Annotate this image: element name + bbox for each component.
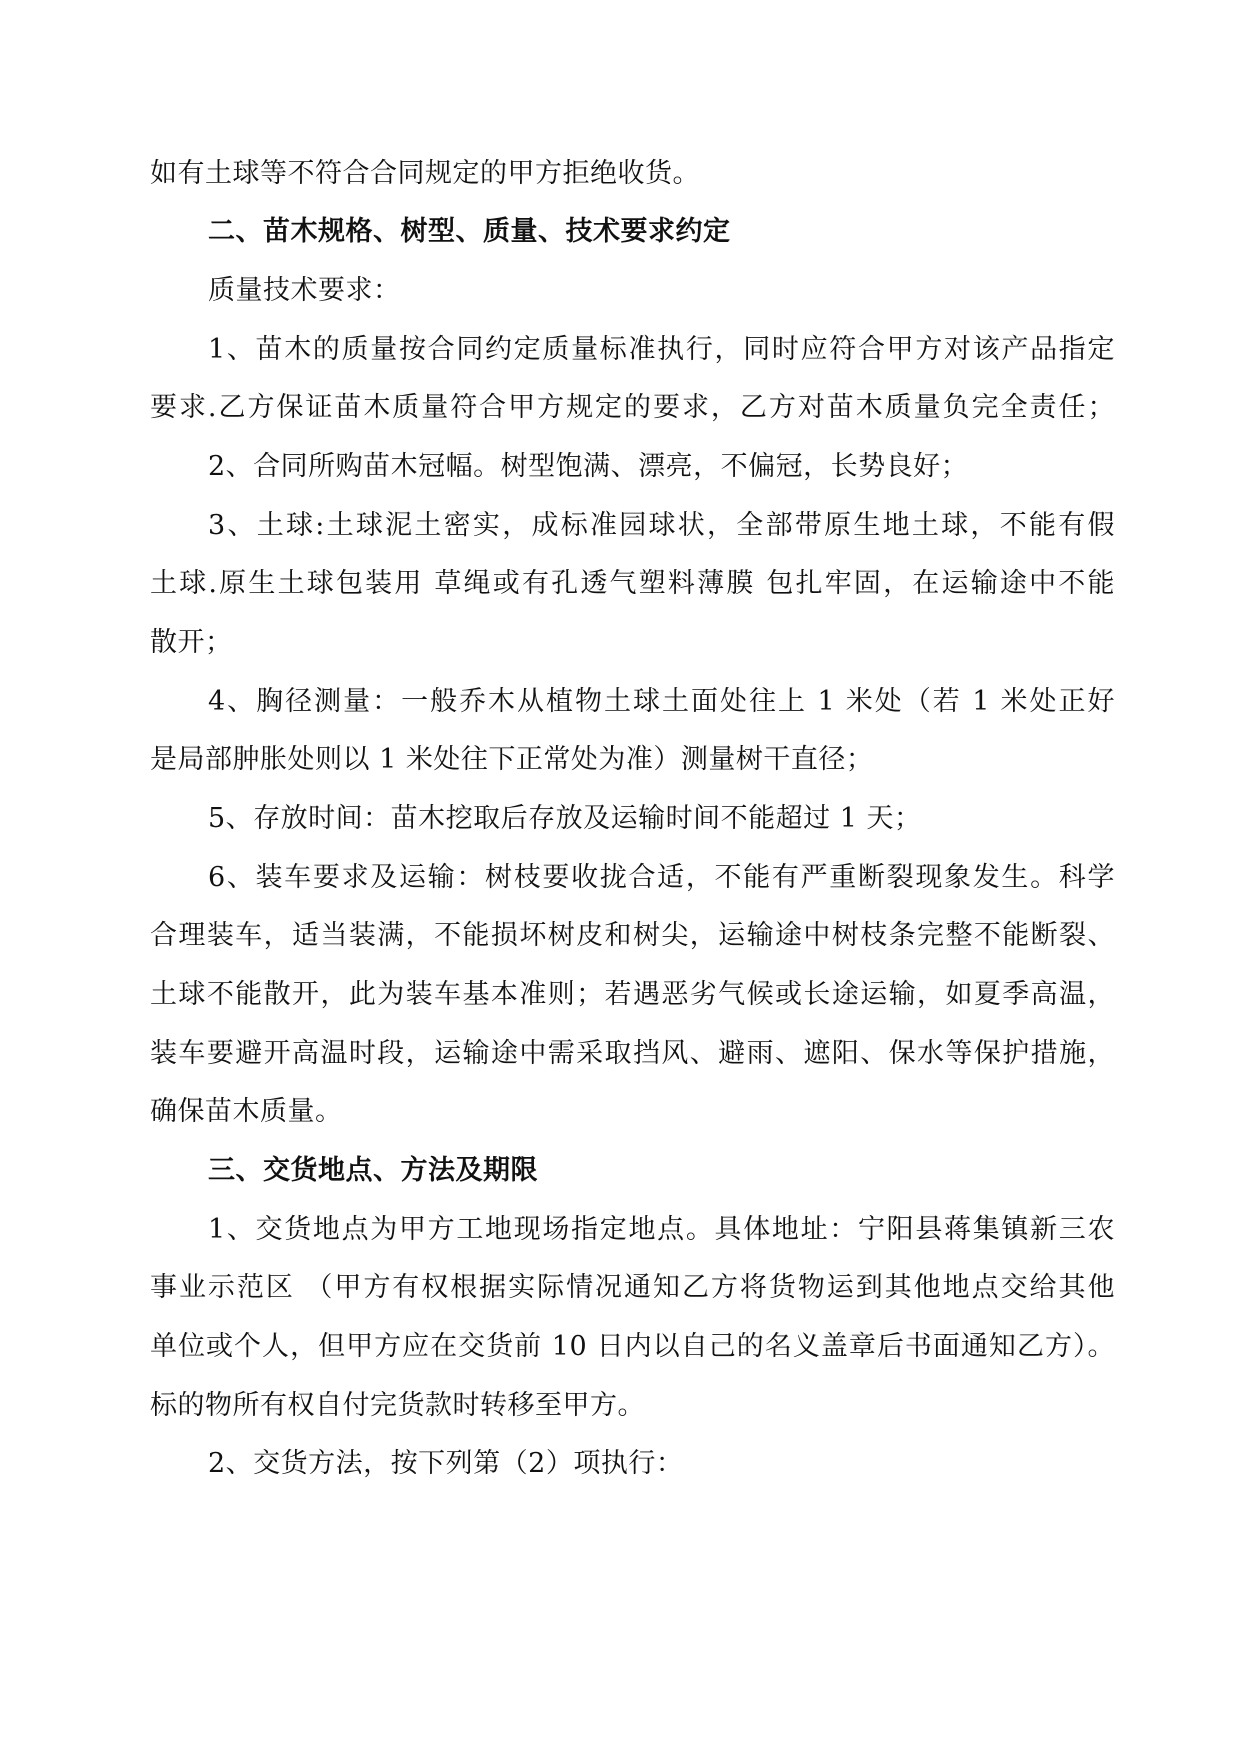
text-line-12: 5、存放时间：苗木挖取后存放及运输时间不能超过 1 天； bbox=[208, 803, 922, 834]
section-heading-2: 二、苗木规格、树型、质量、技术要求约定 bbox=[208, 216, 731, 247]
text-line-14: 合理装车，适当装满，不能损坏树皮和树尖，运输途中树枝条完整不能断裂、 bbox=[150, 920, 1115, 951]
text-line-21: 单位或个人，但甲方应在交货前 10 日内以自己的名义盖章后书面通知乙方）。 bbox=[150, 1331, 1115, 1362]
text-line-20: 事业示范区 （甲方有权根据实际情况通知乙方将货物运到其他地点交给其他 bbox=[150, 1272, 1115, 1303]
text-line-17: 确保苗木质量。 bbox=[150, 1096, 343, 1127]
text-line-9: 散开； bbox=[150, 627, 233, 658]
text-line-11: 是局部肿胀处则以 1 米处往下正常处为准）测量树干直径； bbox=[150, 744, 874, 775]
text-line-22: 标的物所有权自付完货款时转移至甲方。 bbox=[150, 1390, 645, 1421]
text-line-15: 土球不能散开，此为装车基本准则；若遇恶劣气候或长途运输，如夏季高温， bbox=[150, 979, 1115, 1010]
text-line-7: 3、土球:土球泥土密实，成标准园球状，全部带原生地土球，不能有假 bbox=[208, 510, 1115, 541]
section-heading-18: 三、交货地点、方法及期限 bbox=[208, 1155, 538, 1186]
text-line-3: 质量技术要求： bbox=[208, 275, 401, 306]
text-line-8: 土球.原生土球包装用 草绳或有孔透气塑料薄膜 包扎牢固，在运输途中不能 bbox=[150, 568, 1115, 599]
text-line-19: 1、交货地点为甲方工地现场指定地点。具体地址：宁阳县蒋集镇新三农 bbox=[208, 1214, 1115, 1245]
text-line-5: 要求.乙方保证苗木质量符合甲方规定的要求，乙方对苗木质量负完全责任； bbox=[150, 392, 1115, 423]
text-line-4: 1、苗木的质量按合同约定质量标准执行，同时应符合甲方对该产品指定 bbox=[208, 334, 1115, 365]
text-line-6: 2、合同所购苗木冠幅。树型饱满、漂亮，不偏冠，长势良好； bbox=[208, 451, 969, 482]
text-line-10: 4、胸径测量：一般乔木从植物土球土面处往上 1 米处（若 1 米处正好 bbox=[208, 686, 1115, 717]
text-line-1: 如有土球等不符合合同规定的甲方拒绝收货。 bbox=[150, 158, 700, 189]
text-line-23: 2、交货方法，按下列第（2）项执行： bbox=[208, 1448, 684, 1479]
text-line-16: 装车要避开高温时段，运输途中需采取挡风、避雨、遮阳、保水等保护措施， bbox=[150, 1038, 1115, 1069]
text-line-13: 6、装车要求及运输：树枝要收拢合适，不能有严重断裂现象发生。科学 bbox=[208, 862, 1115, 893]
